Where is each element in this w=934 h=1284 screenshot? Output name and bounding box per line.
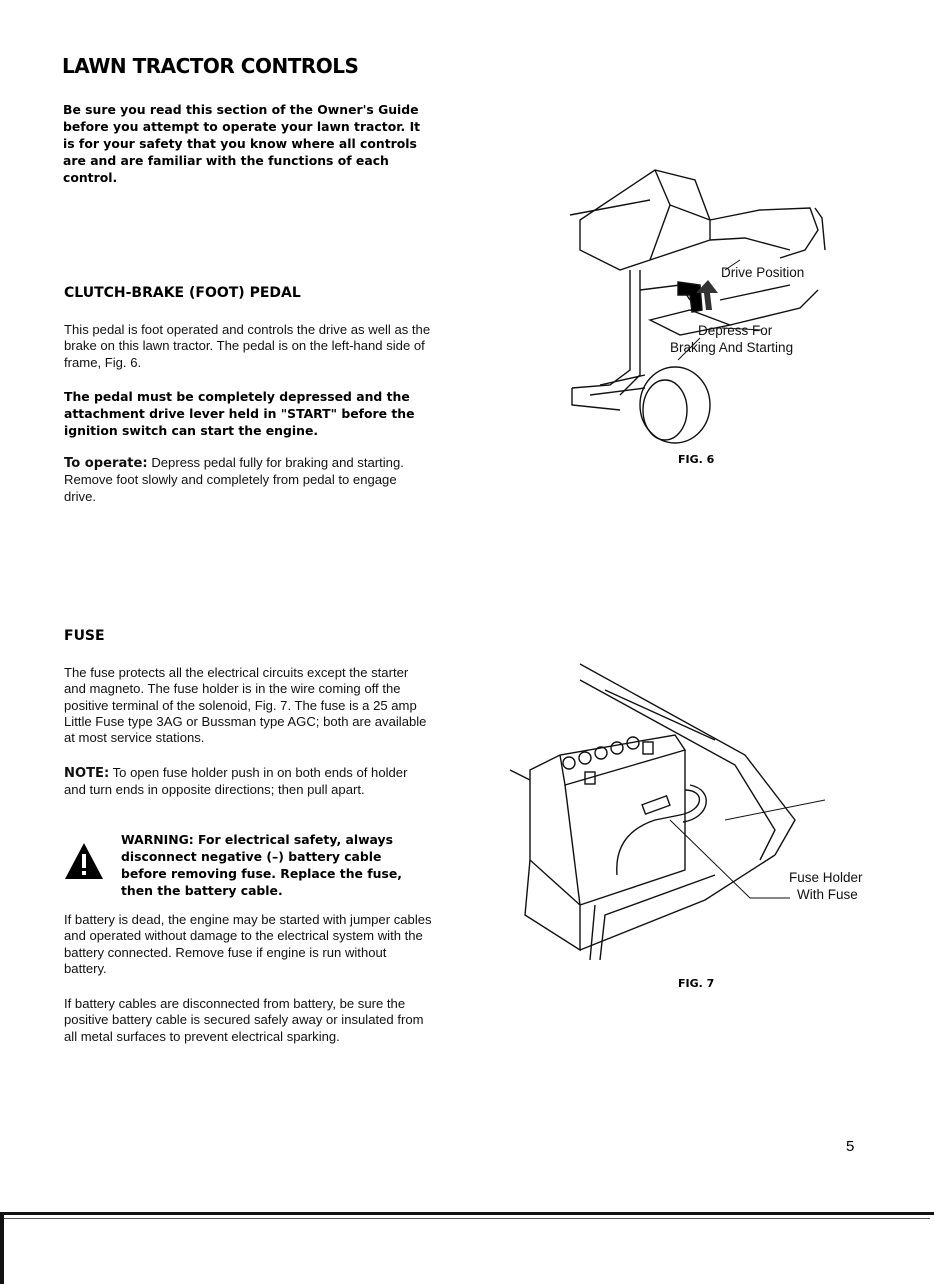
- left-edge-mark: [0, 1213, 4, 1284]
- clutch-heading: CLUTCH-BRAKE (FOOT) PEDAL: [64, 285, 301, 301]
- note-text: To open fuse holder push in on both ends of holder and turn ends in opposite directions; then pull apart.: [64, 765, 408, 798]
- clutch-operate-paragraph: [64, 455, 432, 505]
- page-title: LAWN TRACTOR CONTROLS: [62, 54, 359, 78]
- fuse-heading: FUSE: [64, 628, 105, 644]
- note-label: NOTE:: [64, 766, 110, 781]
- bottom-rule: [0, 1212, 934, 1215]
- bottom-rule-thin: [0, 1218, 930, 1219]
- fig6-label-drive: Drive Position: [721, 265, 805, 280]
- page-number: 5: [846, 1138, 855, 1155]
- fuse-paragraph-2: If battery is dead, the engine may be started with jumper cables and operated without damage to the electrical system with the battery connected. Remove fuse if engine is run without battery.: [64, 912, 432, 976]
- intro-paragraph: Be sure you read this section of the Owner's Guide before you attempt to operate your lawn tractor. It is for your safety that you know where all controls are and are familiar with the functions of each control.: [63, 102, 421, 185]
- fuse-note: [64, 765, 432, 799]
- fig7-illustration: [505, 660, 835, 970]
- clutch-paragraph-2: The pedal must be completely depressed and the attachment drive lever held in "START" before the ignition switch can start the engine.: [64, 389, 415, 438]
- fig6-label-depress-1: Depress For: [698, 323, 773, 338]
- fig6-caption: FIG. 6: [678, 453, 715, 466]
- fuse-warning: WARNING: For electrical safety, always disconnect negative (–) battery cable before removing fuse. Replace the fuse, then the battery cable.: [121, 832, 402, 898]
- fuse-paragraph-1: The fuse protects all the electrical circuits except the starter and magneto. The fuse holder is in the wire coming off the positive terminal of the solenoid, Fig. 7. The fuse is a 25 amp Little Fuse type 3AG or Bussman type AGC; both are available at most service stations.: [64, 665, 427, 746]
- operate-label: To operate:: [64, 456, 148, 471]
- fig7-label-2: With Fuse: [797, 887, 858, 902]
- operate-text: Depress pedal fully for braking and starting. Remove foot slowly and completely from pedal to engage drive.: [64, 455, 404, 504]
- fig7-caption: FIG. 7: [678, 977, 715, 990]
- fig7-label-1: Fuse Holder: [789, 870, 863, 885]
- warning-triangle-icon: [64, 842, 104, 880]
- clutch-paragraph-1: This pedal is foot operated and controls the drive as well as the brake on this lawn tractor. The pedal is on the left-hand side of frame, Fig. 6.: [64, 322, 431, 370]
- fig6-illustration: [560, 160, 830, 440]
- fuse-paragraph-3: If battery cables are disconnected from battery, be sure the positive battery cable is secured safely away or insulated from all metal surfaces to prevent electrical sparking.: [64, 996, 424, 1044]
- fig6-label-depress-2: Braking And Starting: [670, 340, 794, 355]
